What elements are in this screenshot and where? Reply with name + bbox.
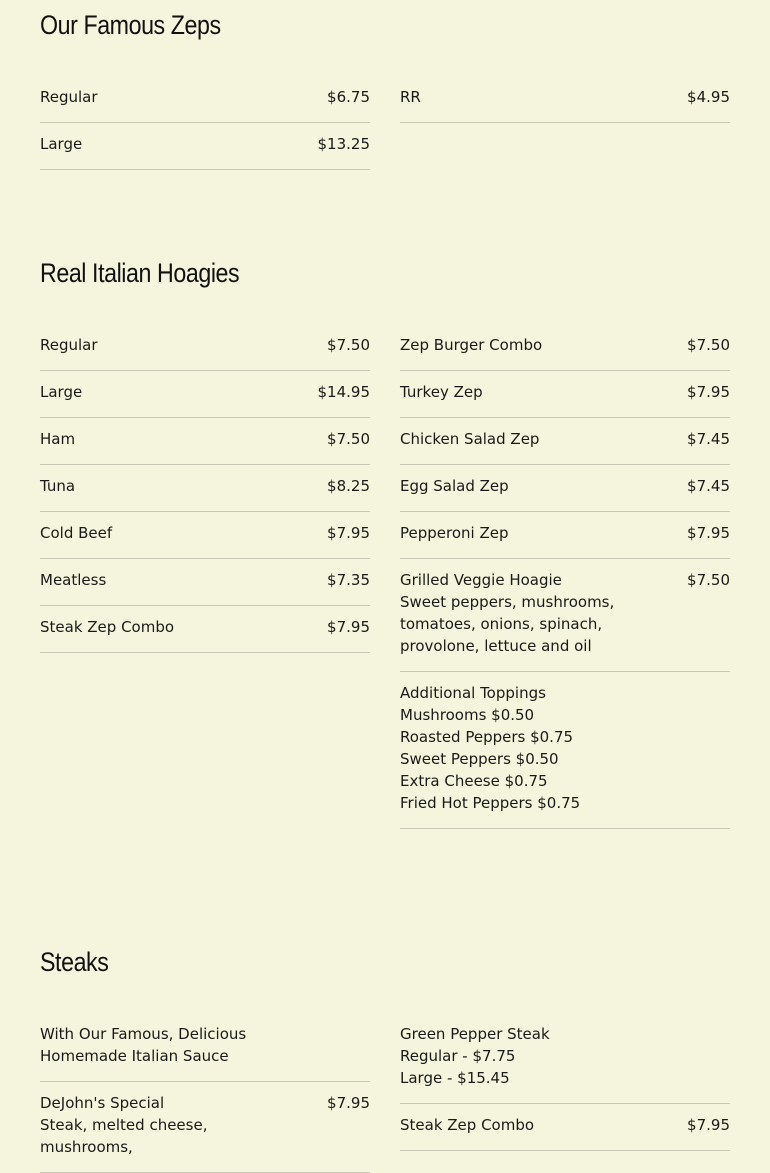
item-price: $7.95 <box>327 1094 370 1112</box>
item-name: Ham <box>40 430 76 448</box>
item-name: DeJohn's Special <box>40 1094 165 1112</box>
left-column <box>40 1013 370 1173</box>
item-name: Steak Zep Combo <box>400 1116 535 1134</box>
item-price: $8.25 <box>327 477 370 495</box>
menu-item <box>40 606 370 653</box>
item-name: Meatless <box>40 571 107 589</box>
menu-item <box>40 418 370 465</box>
item-price: $7.35 <box>327 571 370 589</box>
menu-item <box>400 76 730 123</box>
item-name: Egg Salad Zep <box>400 477 509 495</box>
menu-item <box>400 672 730 829</box>
item-price: $7.45 <box>687 477 730 495</box>
section-title: Steaks <box>40 947 109 977</box>
item-name: Zep Burger Combo <box>400 336 543 354</box>
item-description-line: Sweet peppers, mushrooms, <box>400 593 615 611</box>
menu-item <box>40 1013 370 1082</box>
menu-item <box>400 559 730 672</box>
item-name: Tuna <box>40 477 76 495</box>
item-price: $7.45 <box>687 430 730 448</box>
item-description-line: Roasted Peppers $0.75 <box>400 728 574 746</box>
menu-item <box>400 1013 730 1104</box>
section-title: Real Italian Hoagies <box>40 258 240 288</box>
item-name: Cold Beef <box>40 524 113 542</box>
item-description-line: Regular - $7.75 <box>400 1047 516 1065</box>
item-description-line: provolone, lettuce and oil <box>400 637 592 655</box>
item-description-line: Steak, melted cheese, mushrooms, <box>40 1116 208 1156</box>
item-price: $4.95 <box>687 88 730 106</box>
item-description-line: Extra Cheese $0.75 <box>400 772 548 790</box>
item-price: $7.50 <box>687 571 730 589</box>
menu-item <box>40 123 370 170</box>
item-description-line: Mushrooms $0.50 <box>400 706 535 724</box>
menu-item <box>400 418 730 465</box>
menu-item <box>40 512 370 559</box>
item-description-line: tomatoes, onions, spinach, <box>400 615 603 633</box>
item-price: $7.95 <box>327 618 370 636</box>
item-name: Large <box>40 135 83 153</box>
menu-item <box>40 324 370 371</box>
right-column <box>400 1013 730 1151</box>
item-name: Grilled Veggie Hoagie <box>400 571 562 589</box>
menu-item <box>400 1104 730 1151</box>
item-name: Steak Zep Combo <box>40 618 175 636</box>
item-price: $7.50 <box>327 430 370 448</box>
menu-item <box>400 465 730 512</box>
item-name: Green Pepper Steak <box>400 1025 550 1043</box>
item-name: With Our Famous, Delicious <box>40 1025 247 1043</box>
item-name: Chicken Salad Zep <box>400 430 540 448</box>
menu-item <box>400 512 730 559</box>
item-price: $14.95 <box>317 383 370 401</box>
right-column <box>400 324 730 829</box>
item-name: Turkey Zep <box>400 383 483 401</box>
item-name: Large <box>40 383 83 401</box>
item-name: RR <box>400 88 421 106</box>
menu-item <box>400 324 730 371</box>
right-column <box>400 76 730 123</box>
item-price: $13.25 <box>317 135 370 153</box>
menu-item <box>40 371 370 418</box>
item-description-line: Large - $15.45 <box>400 1069 510 1087</box>
item-name: Regular <box>40 336 98 354</box>
item-name: Pepperoni Zep <box>400 524 509 542</box>
menu-item <box>40 559 370 606</box>
item-price: $7.95 <box>327 524 370 542</box>
item-description-line: Homemade Italian Sauce <box>40 1047 229 1065</box>
item-price: $7.95 <box>687 383 730 401</box>
item-description-line: Fried Hot Peppers $0.75 <box>400 794 581 812</box>
left-column <box>40 76 370 170</box>
item-price: $7.95 <box>687 524 730 542</box>
item-price: $7.50 <box>327 336 370 354</box>
item-name: Regular <box>40 88 98 106</box>
menu-item <box>40 465 370 512</box>
item-price: $7.50 <box>687 336 730 354</box>
menu-item <box>400 371 730 418</box>
item-description-line: Sweet Peppers $0.50 <box>400 750 559 768</box>
menu-item <box>40 76 370 123</box>
item-price: $7.95 <box>687 1116 730 1134</box>
item-price: $6.75 <box>327 88 370 106</box>
left-column <box>40 324 370 653</box>
menu-item <box>40 1082 370 1173</box>
section-title: Our Famous Zeps <box>40 10 221 40</box>
item-name: Additional Toppings <box>400 684 546 702</box>
